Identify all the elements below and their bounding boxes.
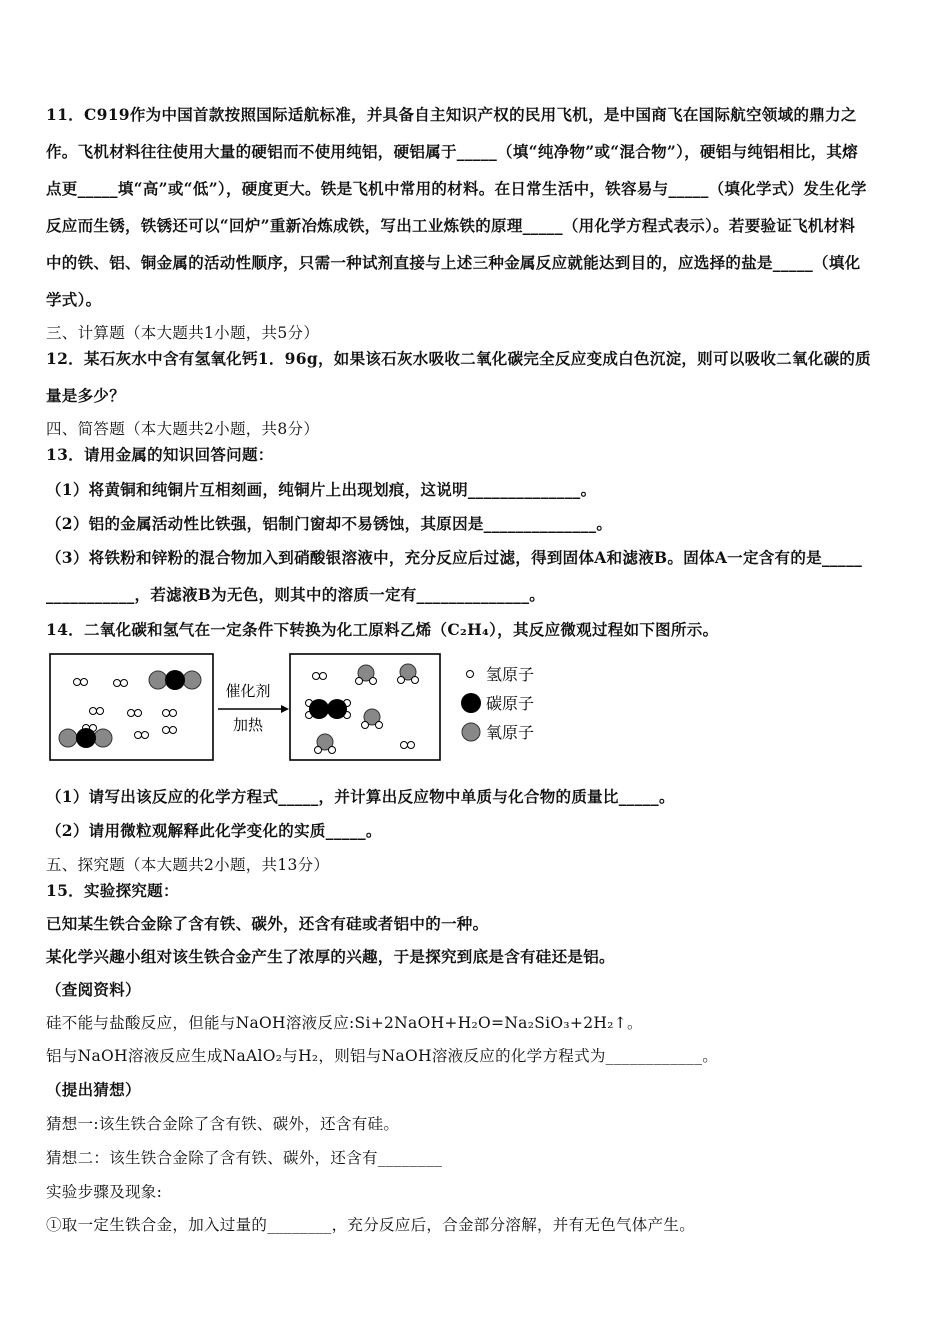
q12-line-1: 12．某石灰水中含有氢氧化钙1．96g，如果该石灰水吸收二氧化碳完全反应变成白色沉淀，则可以吸收二氧化碳的质 [46, 349, 871, 368]
q14-stem: 14．二氧化碳和氢气在一定条件下转换为化工原料乙烯（C₂H₄），其反应微观过程如下图所示。 [46, 620, 719, 639]
q13-part-3a: （3）将铁粉和锌粉的混合物加入到硝酸银溶液中，充分反应后过滤，得到固体A和滤液B。固体A一定含有的是_____ [46, 548, 863, 567]
q13-stem: 13．请用金属的知识回答问题： [46, 445, 274, 464]
q12-line-2: 量是多少？ [46, 386, 126, 405]
q15-reference-title: （查阅资料） [46, 980, 141, 999]
q11-line-2: 作。飞机材料往往使用大量的硬铝而不使用纯铝，硬铝属于_____（填“纯净物”或“混合物”），硬铝与纯铝相比，其熔 [46, 142, 858, 161]
legend-hydrogen-icon [467, 671, 474, 678]
q15-line-2: 某化学兴趣小组对该生铁合金产生了浓厚的兴趣，于是探究到底是含有硅还是铝。 [46, 947, 615, 966]
legend-oxygen-label: 氧原子 [486, 723, 535, 742]
legend-carbon-label: 碳原子 [486, 694, 535, 713]
q15-experiment-1: ①取一定生铁合金，加入过量的________，充分反应后，合金部分溶解，并有无色气体产生。 [46, 1216, 696, 1234]
arrow-head [281, 705, 289, 713]
q15-hypothesis-1: 猜想一:该生铁合金除了含有铁、碳外，还含有硅。 [46, 1115, 400, 1133]
section-3-heading: 三、计算题（本大题共1小题，共5分） [46, 324, 320, 342]
q15-stem: 15．实验探究题： [46, 881, 179, 900]
q15-line-1: 已知某生铁合金除了含有铁、碳外，还含有硅或者铝中的一种。 [46, 914, 489, 933]
q15-reference-1: 硅不能与盐酸反应，但能与NaOH溶液反应:Si+2NaOH+H₂O=Na₂SiO₃+2H₂↑。 [46, 1014, 643, 1032]
q13-part-1: （1）将黄铜和纯铜片互相刻画，纯铜片上出现划痕，这说明______________。 [46, 480, 597, 499]
q15-hypothesis-title: （提出猜想） [46, 1080, 141, 1099]
q15-experiment-title: 实验步骤及现象: [46, 1183, 163, 1201]
carbon-dioxide-molecule-2 [59, 728, 112, 748]
q15-reference-2: 铝与NaOH溶液反应生成NaAlO₂与H₂，则铝与NaOH溶液反应的化学方程式为____________。 [46, 1047, 719, 1065]
carbon-dioxide-molecule-1 [149, 670, 201, 690]
q15-hypothesis-2: 猜想二：该生铁合金除了含有铁、碳外，还含有________ [46, 1149, 443, 1167]
legend-carbon-icon [461, 693, 481, 713]
q13-part-2: （2）铝的金属活动性比铁强，铝制门窗却不易锈蚀，其原因是______________。 [46, 514, 613, 533]
condition-heat: 加热 [232, 716, 264, 734]
q11-line-6: 学式）。 [46, 290, 102, 309]
section-5-heading: 五、探究题（本大题共2小题，共13分） [46, 856, 330, 874]
q13-part-3b: ___________，若滤液B为无色，则其中的溶质一定有______________。 [46, 585, 546, 604]
q11-line-4: 反应而生锈，铁锈还可以“回炉”重新冶炼成铁，写出工业炼铁的原理_____（用化学方程式表示）。若要验证飞机材料 [46, 216, 856, 235]
condition-catalyst: 催化剂 [225, 682, 271, 700]
legend-oxygen-icon [462, 723, 480, 741]
reaction-diagram [46, 650, 566, 765]
q11-line-1: 11．C919作为中国首款按照国际适航标准，并具备自主知识产权的民用飞机，是中国商飞在国际航空领域的鼎力之 [46, 105, 857, 124]
q14-part-2: （2）请用微粒观解释此化学变化的实质_____。 [46, 821, 382, 840]
section-4-heading: 四、简答题（本大题共2小题，共8分） [46, 420, 320, 438]
legend-hydrogen-label: 氢原子 [486, 665, 535, 684]
q11-line-5: 中的铁、铝、铜金属的活动性顺序，只需一种试剂直接与上述三种金属反应就能达到目的，应选择的盐是_____（填化 [46, 253, 861, 272]
q14-part-1: （1）请写出该反应的化学方程式_____，并计算出反应物中单质与化合物的质量比_____。 [46, 787, 675, 806]
q11-line-3: 点更_____填“高”或“低”），硬度更大。铁是飞机中常用的材料。在日常生活中，铁容易与_____（填化学式）发生化学 [46, 179, 867, 198]
